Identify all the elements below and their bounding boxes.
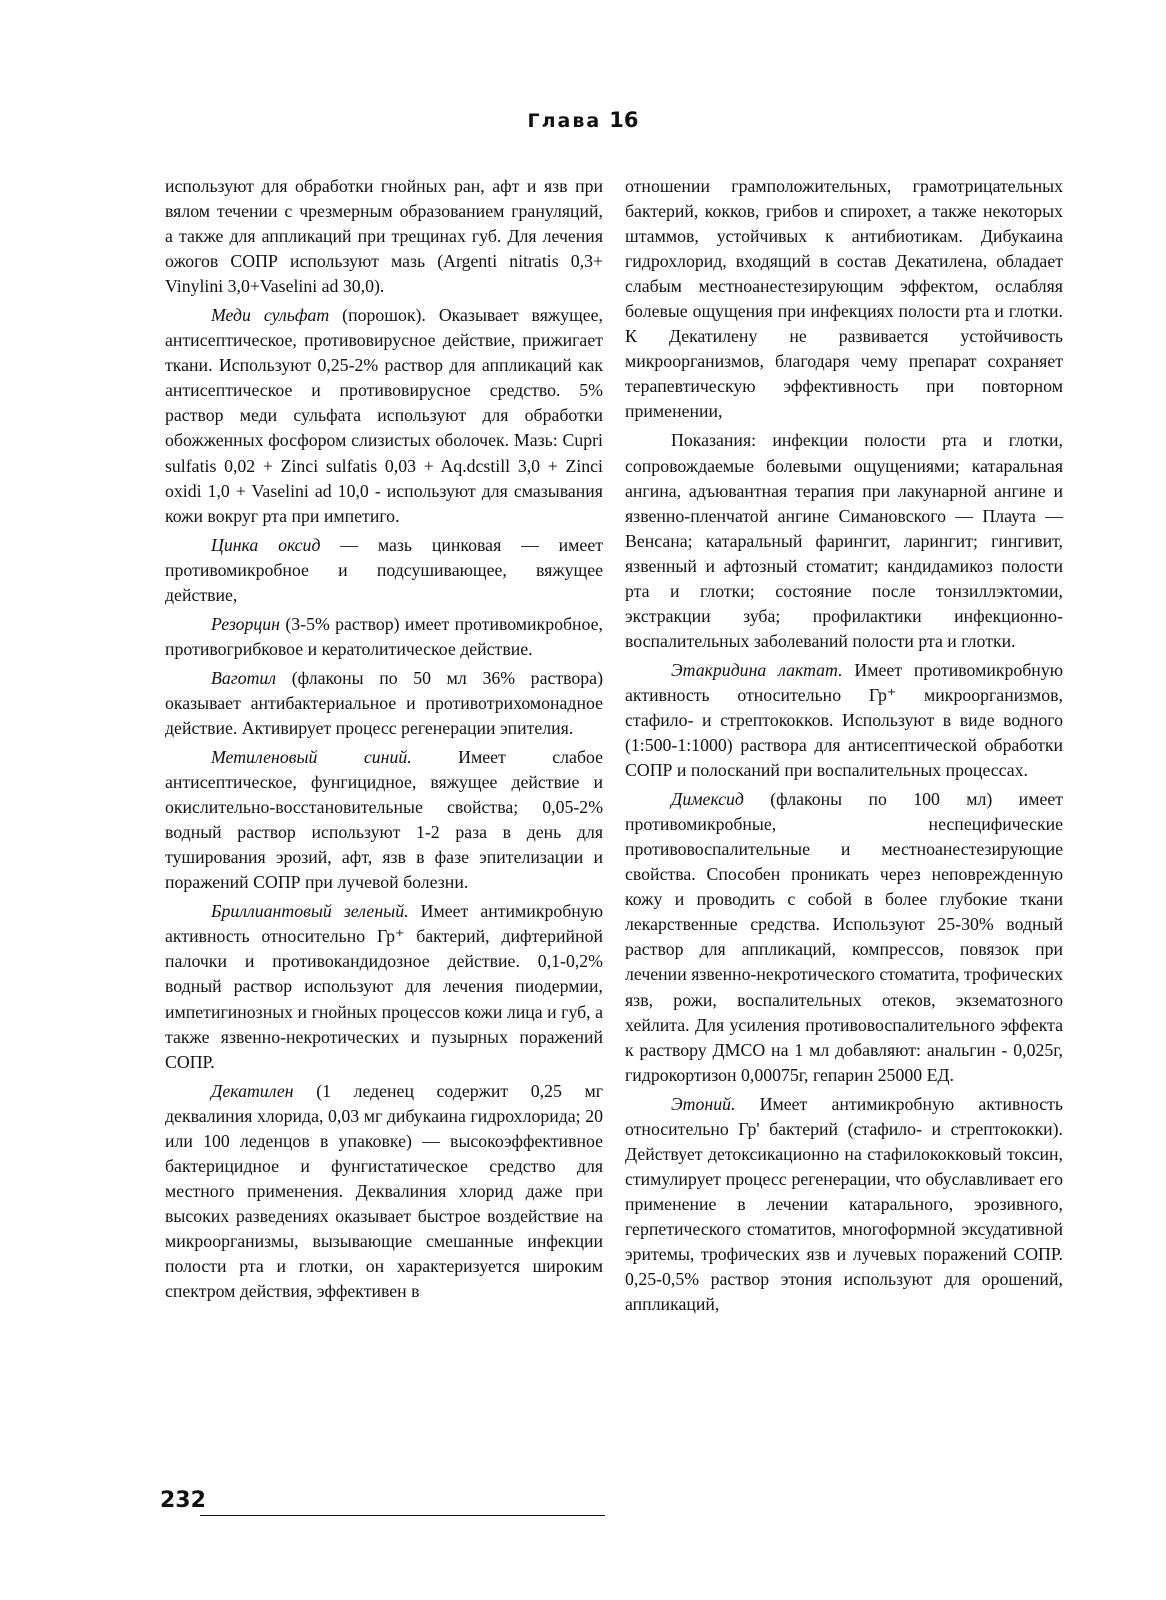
paragraph-text: Имеет антимикробную активность относительно Гр' бактерий (стафило- и стрептококки). Действует детоксикационно на стафилококковый токсин, стимулирует процесс регенерации, что обуславливает его применение в лечении катарального, эрозивного, герпетического стоматитов, многоформной эксудативной эритемы, трофических язв и лучевых поражений СОПР. 0,25-0,5% раствор этония используют для орошений, аппликаций, [625, 1093, 1063, 1315]
paragraph [165, 745, 603, 895]
paragraph [165, 899, 603, 1074]
paragraph [165, 666, 603, 741]
paragraph [165, 174, 603, 299]
paragraph-text: Имеет антимикробную активность относительно Гр⁺ бактерий, дифтерийной палочки и противокандидозное действие. 0,1-0,2% водный раствор используют для лечения пиодермии, импетигинозных и гнойных процессов кожи лица и губ, а также язвенно-некротических и пузырных поражений СОПР. [165, 901, 603, 1072]
paragraph-text: — мазь цинковая — имеет противомикробное и подсушивающее, вяжущее действие, [165, 534, 603, 605]
drug-term: Метиленовый синий. [211, 747, 412, 768]
paragraph [625, 174, 1063, 424]
drug-term: Этакридина лактат. [671, 659, 843, 680]
drug-term: Декатилен [211, 1080, 294, 1101]
drug-term: Цинка оксид [211, 534, 321, 555]
drug-term: Этоний. [671, 1093, 736, 1114]
paragraph [165, 612, 603, 662]
drug-term: Резорцин [211, 613, 280, 634]
paragraph-text: отношении грамположительных, грамотрицательных бактерий, кокков, грибов и спирохет, а также некоторых штаммов, устойчивых к антибиотикам. Дибукаина гидрохлорид, входящий в состав Декатилена, обладает слабым местноанестезирующим эффектом, ослабляя болевые ощущения при инфекциях полости рта и глотки. К Декатилену не развивается устойчивость микроорганизмов, благодаря чему препарат сохраняет терапевтическую эффективность при повторном применении, [625, 176, 1063, 422]
paragraph [625, 428, 1063, 653]
paragraph [165, 1079, 603, 1304]
footer-divider [200, 1515, 605, 1516]
paragraph-text: (3-5% раствор) имеет противомикробное, противогрибковое и кератолитическое действие. [165, 613, 603, 659]
paragraph-text: Имеет слабое антисептическое, фунгицидное, вяжущее действие и окислительно-восстановительные свойства; 0,05-2% водный раствор используют 1-2 раза в день для туширования эрозий, афт, язв в фазе эпителизации и поражений СОПР при лучевой болезни. [165, 747, 603, 893]
paragraph-text: Имеет противомикробную активность относительно Гр⁺ микроорганизмов, стафило- и стрептококков. Используют в виде водного (1:500-1:1000) раствора для антисептической обработки СОПР и полосканий при воспалительных процессах. [625, 659, 1063, 781]
chapter-number: 16 [609, 108, 639, 132]
paragraph-text: Показания: инфекции полости рта и глотки, сопровождаемые болевыми ощущениями; катаральная ангина, адъювантная терапия при лакунарной ангине и язвенно-пленчатой ангине Симановского — Плаута — Венсана; катаральный фарингит, ларингит; гингивит, язвенный и афтозный стоматит; кандидамикоз полости рта и глотки; состояние после тонзиллэктомии, экстракции зуба; профилактики инфекционно-воспалительных заболеваний полости рта и глотки. [625, 430, 1063, 651]
running-header [0, 108, 1166, 132]
left-column [165, 174, 603, 1304]
paragraph [165, 303, 603, 528]
drug-term: Ваготил [211, 667, 277, 688]
paragraph-text: (1 леденец содержит 0,25 мг деквалиния хлорида, 0,03 мг дибукаина гидрохлорида; 20 или 100 леденцов в упаковке) — высокоэффективное бактерицидное и фунгистатическое средство для местного применения. Деквалиния хлорид даже при высоких разведениях оказывает быстрое воздействие на микроорганизмы, вызывающие смешанные инфекции полости рта и глотки, он характеризуется широким спектром действия, эффективен в [165, 1080, 603, 1302]
drug-term: Димексид [671, 789, 744, 810]
paragraph-text: (порошок). Оказывает вяжущее, антисептическое, противовирусное действие, прижигает ткани. Используют 0,25-2% раствор для аппликаций как антисептическое и противовирусное средство. 5% раствор меди сульфата используют для обработки обожженных фосфором слизистых оболочек. Мазь: Cupri sulfatis 0,02 + Zinci sulfatis 0,03 + Aq.dcstill 3,0 + Zinci oxidi 1,0 + Vaselini ad 10,0 - используют для смазывания кожи вокруг рта при импетиго. [165, 305, 603, 526]
page-footer [160, 1488, 610, 1522]
chapter-label: Глава [527, 110, 602, 132]
paragraph [165, 533, 603, 608]
paragraph-text: (флаконы по 50 мл 36% раствора) оказывает антибактериальное и противотрихомонадное действие. Активирует процесс регенерации эпителия. [165, 667, 603, 738]
drug-term: Бриллиантовый зеленый. [211, 901, 409, 922]
page-number: 232 [160, 1488, 206, 1513]
paragraph-text: (флаконы по 100 мл) имеет противомикробные, неспецифические противовоспалительные и местноанестезирующие свойства. Способен проникать через неповрежденную кожу и проводить с собой в более глубокие ткани лекарственные средства. Используют 25-30% водный раствор для аппликаций, компрессов, повязок при лечении язвенно-некротического стоматита, трофических язв, рожи, воспалительных отеков, экзематозного хейлита. Для усиления противовоспалительного эффекта к раствору ДМСО на 1 мл добавляют: анальгин - 0,025г, гидрокортизон 0,00075г, гепарин 25000 ЕД. [625, 789, 1063, 1085]
paragraph [625, 1092, 1063, 1317]
drug-term: Меди сульфат [211, 305, 330, 326]
paragraph [625, 787, 1063, 1088]
right-column [625, 174, 1063, 1317]
paragraph-text: используют для обработки гнойных ран, афт и язв при вялом течении с чрезмерным образованием грануляций, а также для аппликаций при трещинах губ. Для лечения ожогов СОПР используют мазь (Argenti nitratis 0,3+ Vinylini 3,0+Vaselini ad 30,0). [165, 176, 603, 297]
paragraph [625, 658, 1063, 783]
